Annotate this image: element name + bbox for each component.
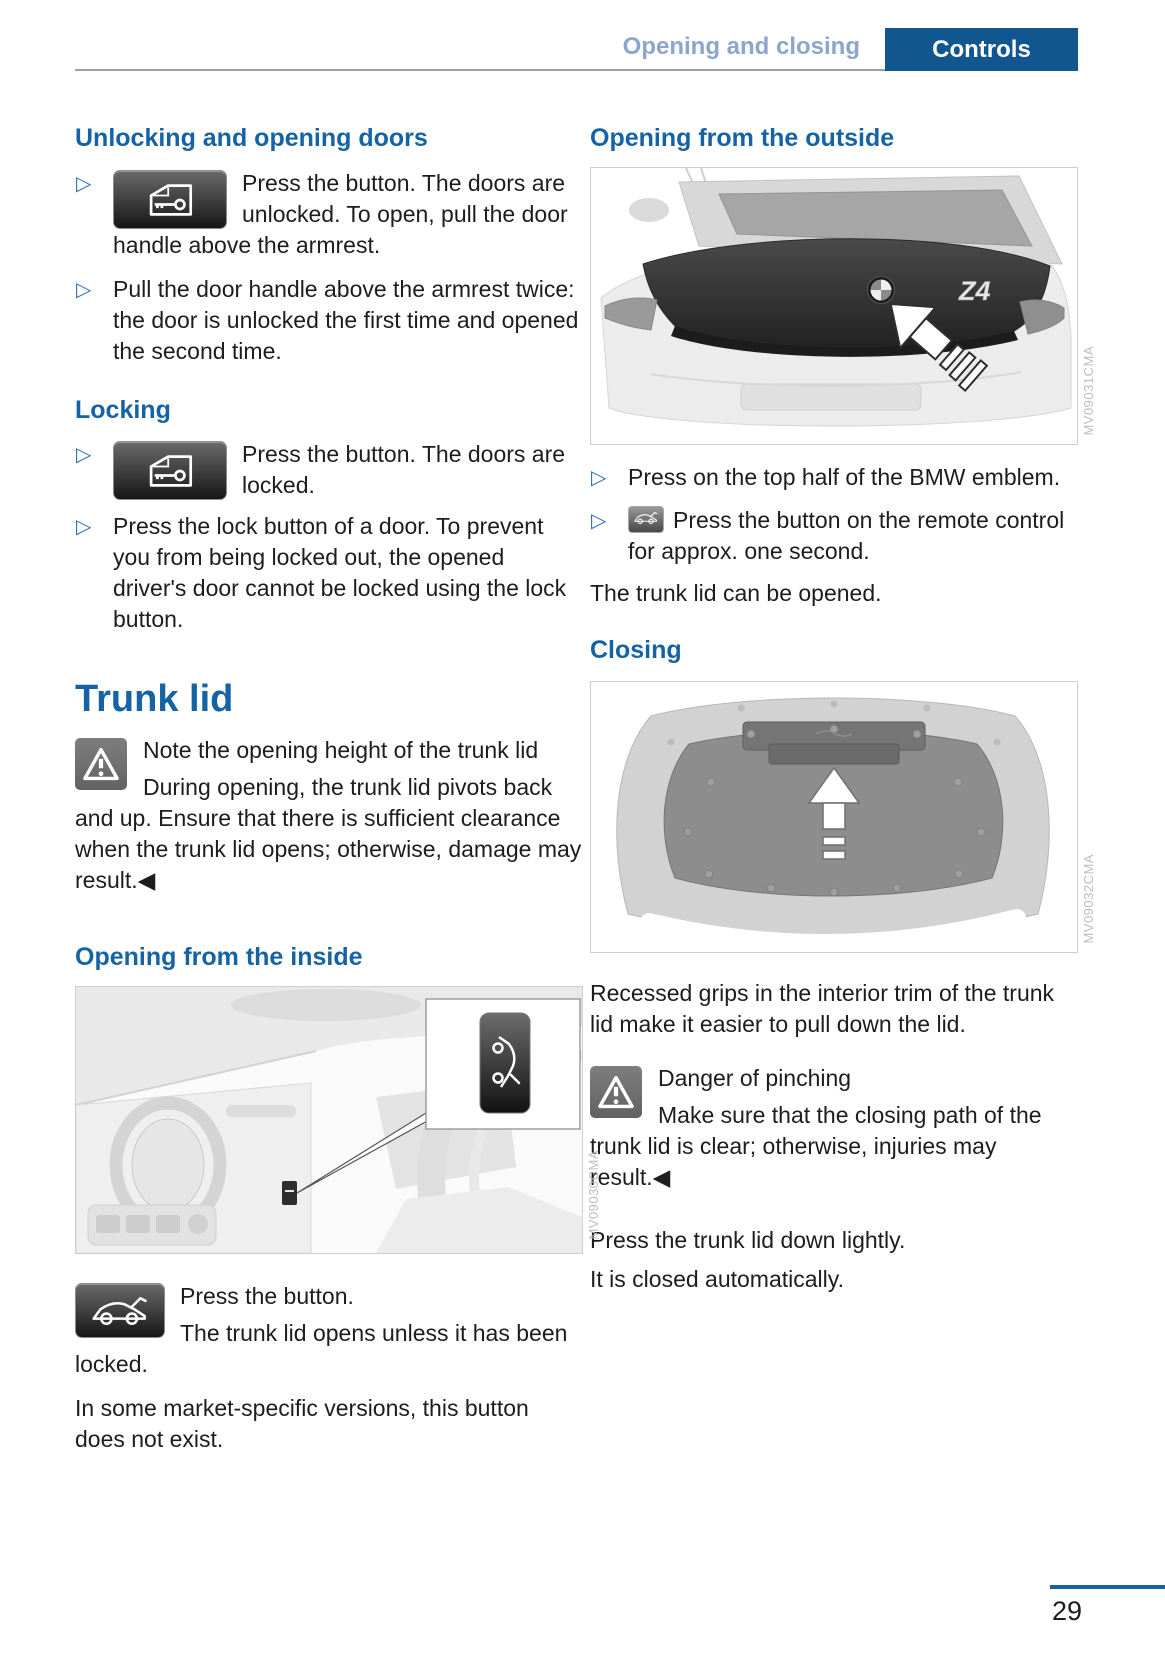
- remote-trunk-button-icon: [628, 506, 664, 533]
- warning-body: During opening, the trunk lid pivots back and up. Ensure that there is sufficient clearance when the trunk lid opens; otherwise, damage may result.◀: [75, 774, 582, 893]
- closing-line2: It is closed automatically.: [590, 1266, 844, 1292]
- list-item: [75, 168, 583, 261]
- list-item-text: Press the lock button of a door. To prevent you from being locked out, the opened driver's door cannot be locked using the lock button.: [113, 513, 567, 632]
- recessed-grips-paragraph: Recessed grips in the interior trim of the trunk lid make it easier to pull down the lid.: [590, 980, 1055, 1037]
- figure-car-rear-emblem: [590, 167, 1078, 445]
- list-item-body: [113, 274, 583, 367]
- page-number: 29: [1052, 1596, 1083, 1626]
- list-item: [75, 439, 583, 501]
- bullet-triangle-icon: ▷: [76, 516, 92, 538]
- warning-block: [590, 1063, 1078, 1193]
- heading-locking: Locking: [75, 396, 171, 424]
- bullet-triangle-icon: ▷: [76, 279, 92, 301]
- warning-body: Make sure that the closing path of the trunk lid is clear; otherwise, injuries may result.◀: [590, 1102, 1042, 1190]
- result-line: The trunk lid can be opened.: [590, 580, 882, 606]
- list-item-body: [113, 511, 583, 635]
- list-item: [590, 462, 1078, 493]
- left-column: [75, 121, 583, 1455]
- warning-title: Danger of pinching: [658, 1065, 852, 1091]
- footer-rule: [1050, 1585, 1165, 1589]
- bullet-triangle-icon: ▷: [591, 467, 607, 489]
- result-line: The trunk lid opens unless it has been locked.: [75, 1320, 568, 1377]
- bullet-triangle-icon: ▷: [76, 444, 92, 466]
- warning-block: [75, 735, 583, 896]
- list-item-text: Press on the top half of the BMW emblem.: [628, 464, 1061, 490]
- image-watermark: MV09030CMA: [586, 1150, 601, 1240]
- heading-closing: Closing: [590, 636, 682, 664]
- header-section-title: Opening and closing: [622, 33, 860, 60]
- list-item: [75, 274, 583, 367]
- heading-trunk-lid: Trunk lid: [75, 678, 234, 720]
- right-column: [590, 121, 1078, 1295]
- warning-title: Note the opening height of the trunk lid: [143, 737, 539, 763]
- door-unlock-button-icon: [113, 170, 227, 229]
- closing-line1: Press the trunk lid down lightly.: [590, 1227, 906, 1253]
- list-item-text: Press the button on the remote control for approx. one second.: [628, 507, 1065, 564]
- bmw-emblem-icon: [868, 277, 895, 304]
- trunk-release-button-icon: [75, 1283, 165, 1338]
- list-item-text: Press the button. The doors are locked.: [242, 441, 566, 498]
- market-note: In some market-specific versions, this button does not exist.: [75, 1395, 529, 1452]
- list-item: [590, 505, 1078, 567]
- heading-opening-outside: Opening from the outside: [590, 124, 895, 152]
- warning-triangle-icon: [75, 738, 127, 790]
- list-item-body: [113, 439, 583, 501]
- list-item-text: Pull the door handle above the armrest twice: the door is unlocked the first time and opened the second time.: [113, 276, 579, 364]
- list-item-body: [628, 505, 1078, 567]
- list-item-text: Press the button. The doors are unlocked. To open, pull the door handle above the armrest.: [113, 170, 568, 258]
- figure-interior-trunk-switch: [75, 986, 583, 1254]
- header-chapter-tab: Controls: [885, 28, 1078, 71]
- list-item-body: [628, 462, 1078, 493]
- press-button-block: [75, 1281, 583, 1380]
- image-watermark: MV09032CMA: [1081, 854, 1096, 944]
- door-lock-button-icon: [113, 441, 227, 500]
- bullet-triangle-icon: ▷: [76, 173, 92, 195]
- image-watermark: MV09031CMA: [1081, 346, 1096, 436]
- list-item-body: [113, 168, 583, 261]
- heading-opening-inside: Opening from the inside: [75, 943, 363, 971]
- figure-trunk-lid-underside: [590, 681, 1078, 953]
- header-rule: [75, 69, 885, 71]
- warning-triangle-icon: [590, 1066, 642, 1118]
- bullet-triangle-icon: ▷: [591, 510, 607, 532]
- press-line: Press the button.: [180, 1283, 354, 1309]
- list-item: [75, 511, 583, 635]
- heading-unlocking: Unlocking and opening doors: [75, 124, 428, 152]
- z4-badge: Z4: [959, 276, 991, 306]
